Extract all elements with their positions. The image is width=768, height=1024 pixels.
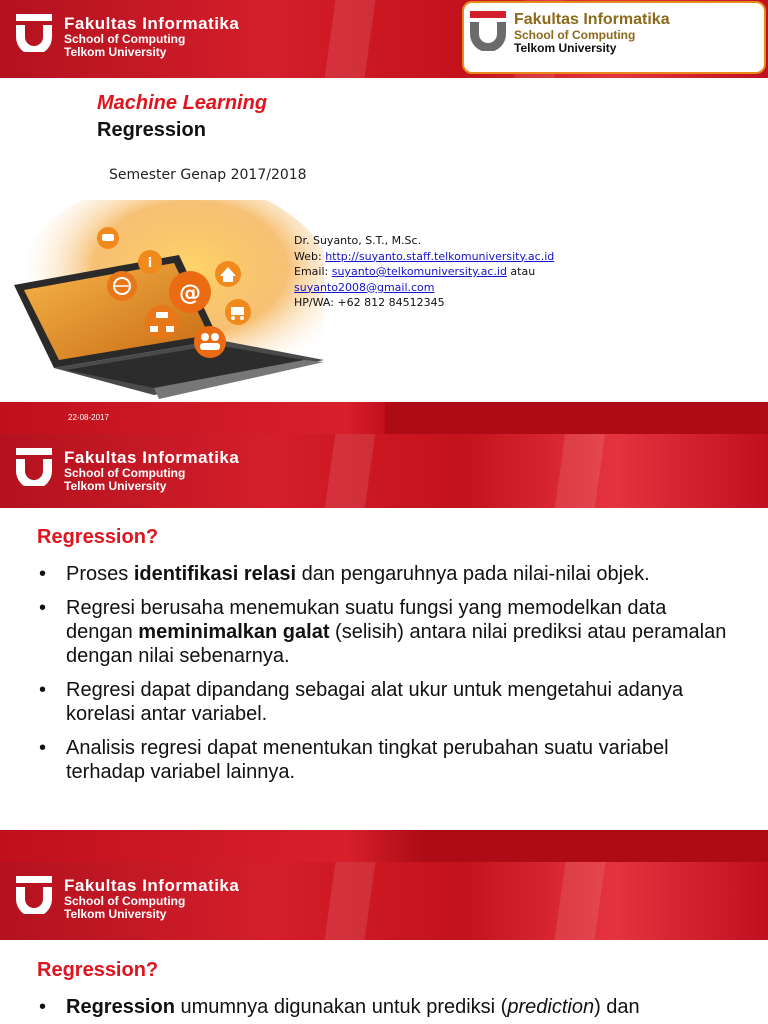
logo-school: School of Computing — [64, 894, 186, 908]
footer-bar — [0, 402, 768, 434]
email-separator: atau — [506, 265, 536, 278]
logo-title: Fakultas Informatika — [64, 448, 240, 467]
logo-university: Telkom University — [64, 479, 167, 493]
slide-title — [0, 0, 768, 434]
logo-university: Telkom University — [64, 907, 167, 921]
phone-number: HP/WA: +62 812 84512345 — [294, 296, 445, 309]
list-item: • Regresi berusaha menemukan suatu fungsi yang memodelkan data dengan meminimalkan galat (selisih) antara nilai prediksi atau peramalan dengan nilai sebenarnya. — [39, 597, 727, 667]
list-item: • Analisis regresi dapat menentukan tingkat perubahan suatu variabel terhadap variabel lainnya. — [39, 737, 669, 783]
home-icon — [215, 261, 241, 287]
course-title: Machine Learning — [97, 92, 268, 114]
bullet-list — [37, 995, 737, 1024]
globe-icon — [107, 271, 137, 301]
faculty-logo — [16, 448, 239, 493]
slide-date: 22-08-2017 — [68, 413, 109, 422]
web-link[interactable]: http://suyanto.staff.telkomuniversity.ac.id — [325, 249, 555, 263]
slide-heading: Regression? — [37, 526, 159, 548]
at-icon — [169, 271, 211, 313]
logo-title: Fakultas Informatika — [64, 876, 240, 895]
semester-label: Semester Genap 2017/2018 — [109, 167, 307, 183]
list-item: • Proses identifikasi relasi dan pengaruhnya pada nilai-nilai objek. — [39, 563, 650, 585]
bullet-list — [37, 562, 737, 794]
email-link[interactable]: suyanto@telkomuniversity.ac.id — [331, 265, 507, 278]
contact-info — [294, 233, 554, 311]
faculty-logo-card — [462, 1, 766, 74]
header-banner — [0, 862, 768, 940]
card-logo-school: School of Computing — [514, 28, 636, 42]
logo-title: Fakultas Informatika — [64, 14, 240, 33]
telkom-logo-icon — [16, 448, 52, 486]
logo-university: Telkom University — [64, 45, 167, 59]
list-item: • Regresi dapat dipandang sebagai alat ukur untuk mengetahui adanya korelasi antar variabel. — [39, 679, 684, 725]
list-item: • Regression umumnya digunakan untuk prediksi (prediction) dan — [39, 996, 640, 1018]
telkom-color-logo-icon — [470, 11, 506, 51]
faculty-logo — [16, 876, 239, 921]
author-name: Dr. Suyanto, S.T., M.Sc. — [294, 234, 422, 247]
telkom-logo-icon — [16, 14, 52, 52]
lecture-title: Regression — [97, 119, 206, 141]
header-banner — [0, 434, 768, 508]
slide-heading: Regression? — [37, 959, 159, 981]
email-link-secondary[interactable]: suyanto2008@gmail.com — [294, 280, 435, 294]
svg-text:i: i — [147, 256, 153, 271]
card-logo-university: Telkom University — [514, 41, 617, 55]
telkom-logo-icon — [16, 876, 52, 914]
web-label: Web: — [294, 249, 326, 263]
slide-regression-usage — [0, 862, 768, 1024]
laptop-illustration — [4, 200, 324, 400]
card-logo-title: Fakultas Informatika — [514, 11, 670, 28]
slide-regression-definition — [0, 434, 768, 834]
cart-icon — [225, 299, 251, 325]
email-label: Email: — [294, 265, 332, 278]
users-icon — [194, 326, 226, 358]
network-icon — [145, 305, 179, 339]
slide-separator — [0, 830, 768, 862]
logo-school: School of Computing — [64, 466, 186, 480]
info-icon — [138, 250, 162, 274]
svg-text:@: @ — [179, 281, 201, 306]
chat-icon — [97, 227, 119, 249]
header-banner — [0, 0, 768, 78]
faculty-logo — [16, 14, 239, 59]
logo-school: School of Computing — [64, 32, 186, 46]
